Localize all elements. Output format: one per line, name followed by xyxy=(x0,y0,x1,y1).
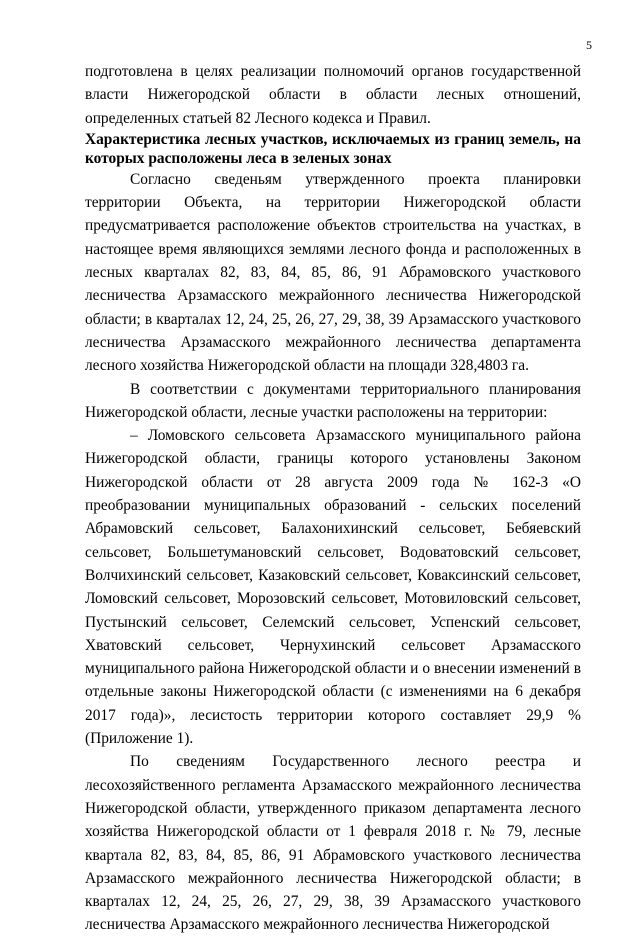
intro-paragraph: подготовлена в целях реализации полномочий органов государственной власти Нижегородской области в области лесных отношений, определенных статьей 82 Лесного кодекса и Правил. xyxy=(85,63,581,127)
section-heading: Характеристика лесных участков, исключаемых из границ земель, на которых расположены леса в зеленых зонах xyxy=(85,130,581,167)
page-number: 5 xyxy=(586,38,592,52)
paragraph-territory: В соответствии с документами территориального планирования Нижегородской области, лесные участки расположены на территории: xyxy=(85,380,581,421)
paragraph-planning: Согласно сведеньям утвержденного проекта планировки территории Объекта, на территории Нижегородской области предусматривается расположение объектов строительства на участках, в настоящее время являющихся землями лесного фонда и расположенных в лесных кварталах 82, 83, 84, 85, 86, 91 Абрамовского участкового лесничества Арзамасского межрайонного лесничества Нижегородской области; в кварталах 12, 24, 25, 26, 27, 29, 38, 39 Арзамасского участкового лесничества Арзамасского межрайонного лесничества департамента лесного хозяйства Нижегородской области на площади 328,4803 га. xyxy=(85,170,581,375)
document-body xyxy=(85,60,581,937)
paragraph-registry: По сведениям Государственного лесного реестра и лесохозяйственного регламента Арзамасского межрайонного лесничества Нижегородской области, утвержденного приказом департамента лесного хозяйства Нижегородской области от 1 февраля 2018 г. № 79, лесные квартала 82, 83, 84, 85, 86, 91 Абрамовского участкового лесничества Арзамасского межрайонного лесничества Нижегородской области; в кварталах 12, 24, 25, 26, 27, 29, 38, 39 Арзамасского участкового лесничества Арзамасского межрайонного лесничества Нижегородской xyxy=(85,753,581,934)
paragraph-lomovsky: – Ломовского сельсовета Арзамасского муниципального района Нижегородской области, границы которого установлены Законом Нижегородской области от 28 августа 2009 года № 162-З «О преобразовании муниципальных образований - сельских поселений Абрамовский сельсовет, Балахонихинский сельсовет, Бебяевский сельсовет, Большетумановский сельсовет, Водоватовский сельсовет, Волчихинский сельсовет, Казаковский сельсовет, Коваксинский сельсовет, Ломовский сельсовет, Морозовский сельсовет, Мотовиловский сельсовет, Пустынский сельсовет, Селемский сельсовет, Успенский сельсовет, Хватовский сельсовет, Чернухинский сельсовет Арзамасского муниципального района Нижегородской области и о внесении изменений в отдельные законы Нижегородской области (с изменениями на 6 декабря 2017 года)», лесистость территории которого составляет 29,9 % (Приложение 1). xyxy=(85,427,581,748)
